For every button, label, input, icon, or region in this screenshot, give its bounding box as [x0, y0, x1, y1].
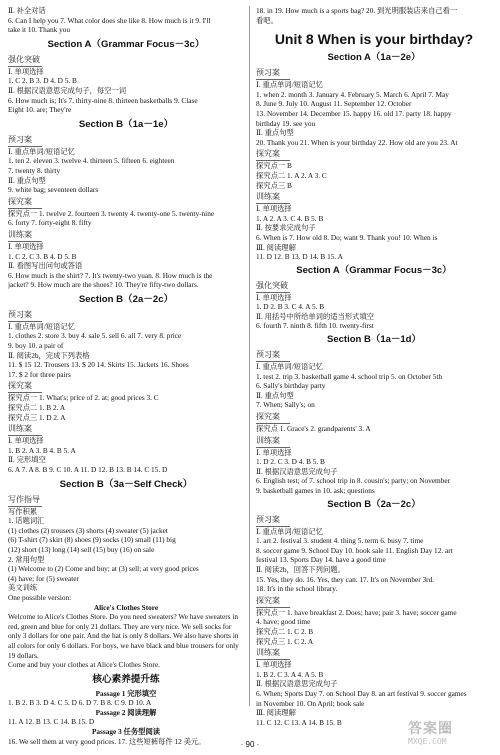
answer-line: 11. C 12. C 13. A 14. B 15. B	[256, 717, 342, 727]
answer-line: 18. It's in the school library.	[256, 584, 338, 594]
answer-line: 1. D 2. C 3. D 4. B 5. B	[256, 457, 325, 467]
answer-line: 6. When; Sports Day 7. on School Day 8. an art festival 9. soccer games	[256, 688, 467, 698]
section-heading: Section A（Grammar Focus－3c）	[296, 264, 452, 276]
answer-line: 13. November 14. December 15. happy 16. old 17. party 18. happy	[256, 108, 452, 118]
column-divider	[249, 6, 250, 706]
answer-line: Ⅱ. 补全对话	[8, 6, 46, 15]
answer-line: 6. forty 7. forty-eight 8. fifty	[8, 218, 92, 228]
answer-line: (1) Welcome to (2) Come and buy; at (3) sell; at very good prices	[8, 564, 199, 574]
answer-line: 6. English test; of 7. school trip in 8. cousin's; party; on November	[256, 476, 451, 486]
answer-line: 1. art 2. festival 3. student 4. thing 5. term 6. busy 7. time	[256, 536, 424, 546]
answer-line: 11. D 12. B 13. D 14. B 15. A	[256, 252, 343, 262]
centered-heading: Passage 1 完形填空	[95, 688, 157, 698]
unit-title: Unit 8 When is your birthday?	[274, 31, 474, 48]
section-heading: Section B（1a－1e）	[78, 118, 174, 130]
answer-line: 1. test 2. trip 3. basketball game 4. school trip 5. on October 5th	[256, 371, 443, 381]
answer-line: Ⅰ. 重点单词/短语记忆	[256, 526, 323, 536]
answer-line: Ⅰ. 重点单词/短语记忆	[256, 362, 323, 372]
answer-line: Ⅱ. 按要求完成句子	[256, 223, 316, 233]
category-tag: 预习案	[8, 134, 244, 147]
answer-line: Ⅰ. 单项选择	[8, 66, 44, 76]
answer-line: in November 10. On April; book sale	[256, 698, 365, 708]
answer-column-left	[8, 6, 244, 746]
category-tag: 训练案	[256, 435, 492, 448]
category-tag: 训练案	[256, 647, 492, 660]
answer-line: 6. How much is the shirt? 7. It's twenty-two yuan. 8. How much is the	[8, 270, 213, 280]
answer-line: 写作积累	[8, 506, 38, 516]
answer-column-right	[256, 6, 492, 727]
answer-line: 探究点一 1. have breakfast 2. Does; have; pair 3. have; soccer game	[256, 607, 457, 617]
answer-line: 1. D 2. B 3. C 4. A 5. B	[256, 302, 325, 312]
category-tag: 探究案	[256, 411, 492, 424]
answer-line: Ⅱ. 用括号中所给单词的适当形式填空	[256, 311, 375, 321]
answer-line: Ⅱ. 重点句型	[256, 128, 294, 138]
answer-line: 8. soccer game 9. School Day 10. book sale 11. English Day 12. art	[256, 545, 453, 555]
answer-line: Ⅲ. 阅读理解	[256, 242, 296, 252]
answer-line: 1. ten 2. eleven 3. twelve 4. thirteen 5. fifteen 6. eighteen	[8, 156, 175, 166]
answer-line: Ⅰ. 重点单词/短语记忆	[8, 321, 75, 331]
category-tag: 预习案	[256, 67, 492, 80]
answer-line: 1. clothes 2. store 3. buy 4. sale 5. sell 6. all 7. very 8. price	[8, 331, 182, 341]
answer-line: 6. Can I help you 7. What color does she like 8. How much is it 9. I'll	[8, 15, 211, 25]
answer-line: 16. We sell them at very good prices. 17. 这些短裤每件 12 美元。	[8, 736, 206, 746]
answer-line: 7. twenty 8. thirty	[8, 165, 61, 175]
answer-line: 探究点一 B	[256, 161, 292, 171]
category-tag: 训练案	[256, 191, 492, 204]
answer-line: One possible version:	[8, 592, 72, 602]
answer-line: 1. when 2. month 3. January 4. February 5. March 6. April 7. May	[256, 89, 449, 99]
watermark-text-top: 答案圈	[408, 721, 453, 737]
answer-line: birthday 19. see you	[256, 118, 316, 128]
section-heading: Section B（3a－Self Check）	[59, 478, 193, 490]
answer-line: Ⅰ. 单项选择	[8, 436, 44, 446]
answer-line: 美文训练	[8, 583, 38, 593]
paragraph: Welcome to Alice's Clothes Store. Do you need sweaters? We have sweaters in red, green and blue for only 21 dollars. They are very nice. We sell socks for only 3 dollars for one pair. And the hat is only 8 dollars. We also have shorts in all colors for only 6 dollars. For boys, we have black and blue trousers for only 19 dollars.	[8, 612, 239, 660]
answer-line: 4. have; good time	[256, 617, 311, 627]
answer-line: Ⅰ. 单项选择	[256, 292, 292, 302]
answer-line: 7. When; Sally's; on	[256, 400, 315, 410]
answer-line: 11. A 12. B 13. C 14. B 15. D	[8, 717, 95, 727]
answer-line: 探究点二 1. A 2. A 3. C	[256, 170, 327, 180]
answer-line: 9. white bag; seventeen dollars	[8, 185, 99, 195]
answer-line: 6. fourth 7. ninth 8. fifth 10. twenty-first	[256, 321, 374, 331]
answer-line: Eight 10. are; They're	[8, 105, 72, 115]
category-tag: 探究案	[256, 595, 492, 608]
section-heading: Section B（2a－2c）	[78, 293, 174, 305]
answer-line: Come and buy your clothes at Alice's Clothes Store.	[8, 660, 160, 670]
answer-line: (4) have; for (5) sweater	[8, 573, 79, 583]
section-heading: Section B（2a－2c）	[327, 498, 421, 510]
answer-line: 8. June 9. July 10. August 11. September 12. October	[256, 99, 412, 109]
answer-line: 1. 话题词汇	[8, 516, 45, 526]
category-tag: 探究案	[8, 380, 244, 393]
answer-line: 探究点三 B	[256, 180, 292, 190]
answer-line: 6. How much is; It's 7. thirty-nine 8. thirteen basketballs 9. Clase	[8, 95, 198, 105]
answer-line: 探究点一 1. twelve 2. fourteen 3. twenty 4. twenty-one 5. twenty-nine	[8, 208, 215, 218]
category-tag: 写作指导	[8, 494, 244, 507]
centered-heading: Passage 2 阅读理解	[95, 707, 157, 717]
section-heading: Section A（Grammar Focus－3c）	[47, 38, 205, 50]
answer-line: 6. When is 7. How old 8. Do; want 9. Thank you! 10. When is	[256, 232, 438, 242]
answer-line: 6. Sally's birthday party	[256, 381, 326, 391]
answer-line: 20. Thank you 21. When is your birthday 22. How old are you 23. At	[256, 137, 458, 147]
answer-line: (6) T-shirt (7) skirt (8) shoes (9) socks (10) small (11) big	[8, 535, 176, 545]
section-heading: 核心素养提升练	[92, 673, 160, 685]
answer-line: 1. A 2. A 3. C 4. B 5. B	[256, 213, 324, 223]
answer-line: 11. $ 15 12. Trousers 13. $ 20 14. Skirts 15. Jackets 16. Shoes	[8, 360, 189, 370]
watermark-text-bottom: MXQE.COM	[408, 737, 447, 746]
answer-line: Ⅰ. 重点单词/短语记忆	[256, 80, 323, 90]
answer-line: Ⅰ. 单项选择	[256, 447, 292, 457]
centered-heading: Passage 3 任务型阅读	[91, 727, 161, 737]
answer-line: 探究点二 1. B 2. A	[8, 403, 66, 413]
answer-line: 探究点三 1. C 2. A	[256, 636, 314, 646]
answer-line: Ⅱ. 根据汉语意思完成句子	[256, 466, 338, 476]
category-tag: 训练案	[8, 229, 244, 242]
answer-line: 探究点 1. Grace's 2. grandparents' 3. A	[256, 424, 371, 434]
answer-line: Ⅱ. 阅读2b，回答下列问题。	[256, 564, 345, 574]
answer-line: 探究点二 1. C 2. B	[256, 626, 314, 636]
section-heading: Section B（1a－1d）	[327, 334, 421, 346]
answer-line: 1. B 2. B 3. D 4. C 5. D 6. D 7. B 8. C 9. D 10. A	[8, 698, 152, 708]
answer-line: take it 10. Thank you	[8, 25, 71, 35]
answer-line: Ⅱ. 完形填空	[8, 455, 46, 465]
answer-line: Ⅰ. 单项选择	[8, 241, 44, 251]
page-number: · 90 ·	[240, 740, 260, 749]
answer-line: Ⅰ. 单项选择	[256, 204, 292, 214]
answer-line: 1. C 2. B 3. D 4. D 5. B	[8, 76, 77, 86]
answer-line: 1. C 2. C 3. B 4. D 5. B	[8, 251, 77, 261]
answer-line: (1) clothes (2) trousers (3) shorts (4) sweater (5) jacket	[8, 525, 168, 535]
answer-line: 探究点三 1. D 2. A	[8, 412, 66, 422]
answer-line: Ⅱ. 根据汉语意思完成句子，每空一词	[8, 85, 127, 95]
answer-line: jacket? 9. How much are the shoes? 10. They're fifty-two dollars.	[8, 280, 199, 290]
answer-line: Ⅱ. 重点句型	[256, 390, 294, 400]
answer-line: (12) short (13) long (14) sell (15) buy (16) on sale	[8, 544, 155, 554]
answer-line: 17. $ 2 for three pairs	[8, 369, 71, 379]
answer-line: 15. Yes, they do. 16. Yes, they can. 17. It's on November 3rd.	[256, 574, 435, 584]
answer-line: 9. basketball games in 10. ask; questions	[256, 486, 375, 495]
centered-heading: Alice's Clothes Store	[93, 602, 159, 612]
answer-line: 2. 常用句型	[8, 554, 45, 564]
answer-line: 6. A 7. A 8. B 9. C 10. A 11. D 12. B 13. B 14. C 15. D	[8, 465, 168, 474]
answer-line: festival 13. Sports Day 14. have a good time	[256, 555, 386, 565]
answer-line: Ⅱ. 根据汉语意思完成句子	[256, 679, 338, 689]
section-heading: Section A（1a－2e）	[327, 52, 421, 64]
answer-line: 9. boy 10. a pair of	[8, 341, 64, 351]
answer-line: 1. B 2. C 3. A 4. A 5. B	[256, 669, 324, 679]
answer-line: 探究点一 1. What's; price of 2. at; good prices 3. C	[8, 393, 159, 403]
answer-line: Ⅱ. 重点句型	[8, 175, 46, 185]
answer-line: Ⅲ. 阅读理解	[256, 708, 296, 718]
category-tag: 训练案	[8, 423, 244, 436]
category-tag: 强化突破	[256, 280, 492, 293]
answer-line: Ⅱ. 看图写出问句或答语	[8, 261, 83, 271]
answer-line: 18. in 19. How much is a sports bag? 20. 到光明服装店来自己看一	[256, 6, 458, 15]
answer-line: 1. B 2. A 3. B 4. B 5. A	[8, 445, 76, 455]
watermark-logo	[408, 721, 494, 751]
category-tag: 预习案	[256, 514, 492, 527]
category-tag: 探究案	[8, 196, 244, 209]
category-tag: 预习案	[8, 309, 244, 322]
answer-line: Ⅰ. 单项选择	[256, 660, 292, 670]
category-tag: 预习案	[256, 349, 492, 362]
answer-line: Ⅱ. 阅读2b，完成下列表格	[8, 350, 90, 360]
category-tag: 强化突破	[8, 54, 244, 67]
answer-line: Ⅰ. 重点单词/短语记忆	[8, 146, 75, 156]
answer-line: 看吧。	[256, 15, 278, 25]
category-tag: 探究案	[256, 148, 492, 161]
